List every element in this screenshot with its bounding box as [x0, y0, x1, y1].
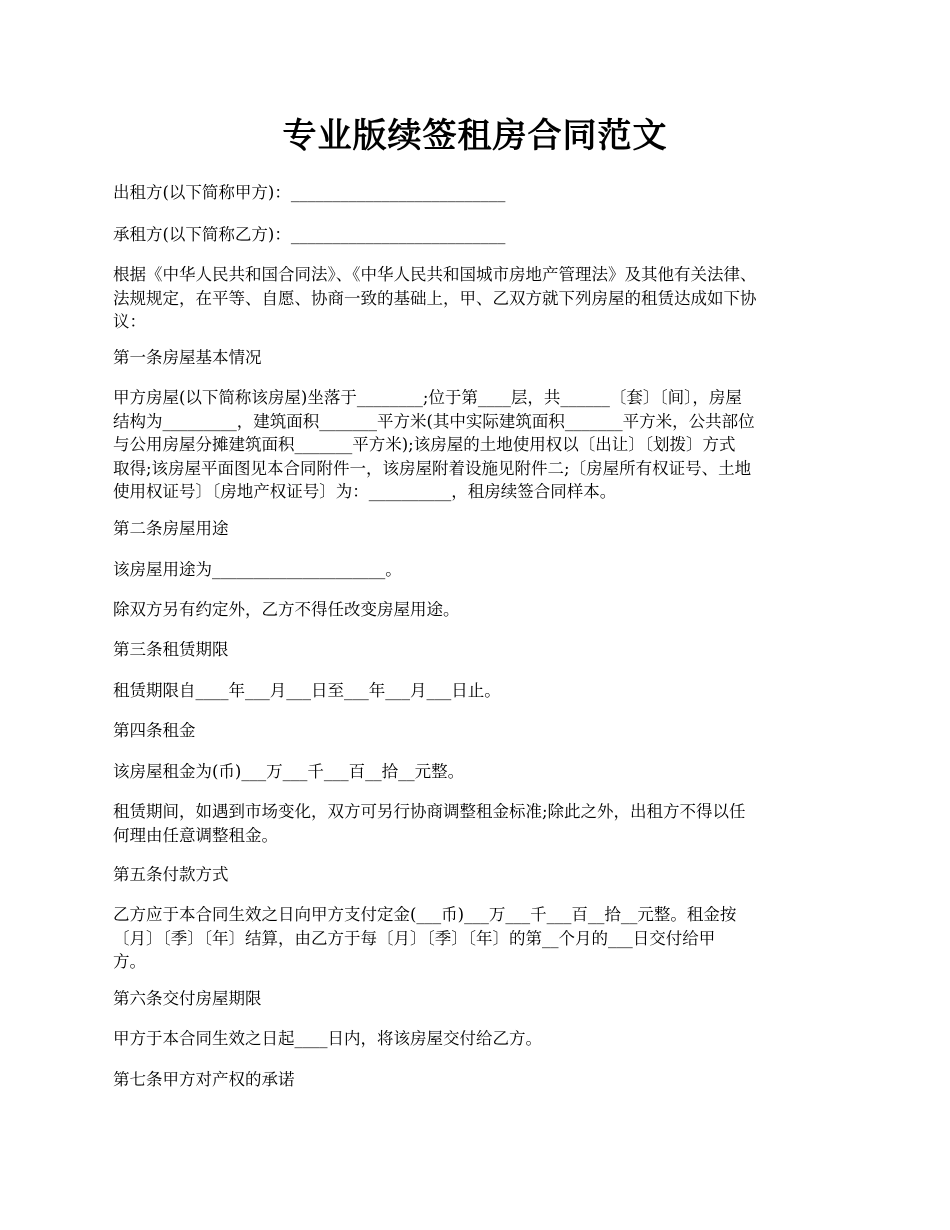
lessee-line: 承租方(以下简称乙方)：__________________________ — [113, 225, 506, 244]
article-6-heading: 第六条交付房屋期限 — [113, 989, 262, 1008]
article-3-heading: 第三条租赁期限 — [113, 640, 229, 659]
preamble-paragraph: 根据《中华人民共和国合同法》、《中华人民共和国城市房地产管理法》及其他有关法律、 法规规定，在平等、自愿、协商一致的基础上，甲、乙双方就下列房屋的租赁达成如下协 议： — [113, 265, 757, 331]
article-2-restriction: 除双方另有约定外，乙方不得任改变房屋用途。 — [113, 600, 460, 619]
document-title: 专业版续签租房合同范文 — [282, 116, 668, 156]
article-6-body: 甲方于本合同生效之日起____日内，将该房屋交付给乙方。 — [113, 1029, 542, 1048]
article-2-usage: 该房屋用途为_____________________。 — [113, 560, 402, 579]
article-4-adjustment: 租赁期间，如遇到市场变化，双方可另行协商调整租金标准;除此之外，出租方不得以任 何理由任意调整租金。 — [113, 802, 746, 845]
article-4-heading: 第四条租金 — [113, 721, 196, 740]
article-4-rent: 该房屋租金为(币)___万___千___百__拾__元整。 — [113, 762, 465, 781]
article-2-heading: 第二条房屋用途 — [113, 519, 229, 538]
article-1-body: 甲方房屋(以下简称该房屋)坐落于________;位于第____层，共______〔套〕〔间〕，房屋 结构为_________，建筑面积_______平方米(其中实际建筑面积_______平方米，公共部位 与公用房屋分摊建筑面积_______平方米);该房屋的土地使用权以〔出让〕〔划拨〕方式 取得;该房屋平面图见本合同附件一，该房屋附着设施见附件二;〔房屋所有权证号、土地 使用权证号〕〔房地产权证号〕为：__________，租房续签合同样本。 — [113, 388, 755, 501]
article-1-heading: 第一条房屋基本情况 — [113, 348, 262, 367]
lessor-line: 出租方(以下简称甲方)：__________________________ — [113, 183, 506, 202]
article-3-body: 租赁期限自____年___月___日至___年___月___日止。 — [113, 681, 501, 700]
article-7-heading: 第七条甲方对产权的承诺 — [113, 1070, 295, 1089]
article-5-heading: 第五条付款方式 — [113, 865, 229, 884]
article-5-body: 乙方应于本合同生效之日向甲方支付定金(___币)___万___千___百__拾__元整。租金按 〔月〕〔季〕〔年〕结算，由乙方于每〔月〕〔季〕〔年〕的第__个月的___日交付给甲 方。 — [113, 905, 737, 971]
